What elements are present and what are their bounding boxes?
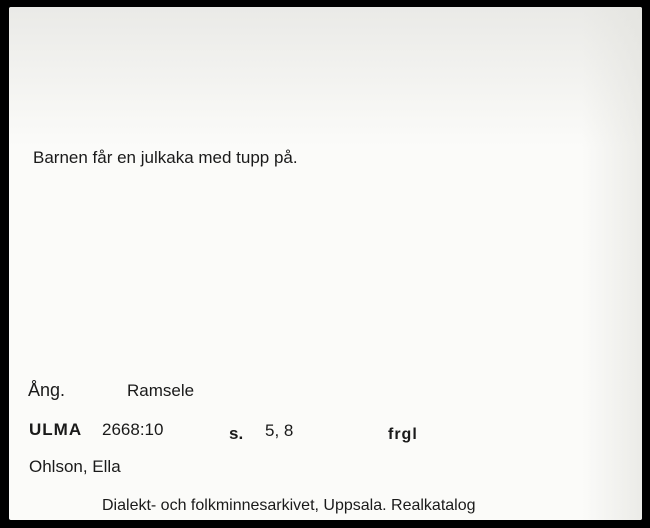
ulma-label: ULMA [29, 420, 83, 439]
scan-edge-shading [582, 7, 642, 520]
page-label: s. [229, 424, 244, 443]
ulma-number: 2668:10 [102, 420, 164, 439]
ang-value: Ramsele [127, 381, 195, 400]
category-code: frgl [388, 426, 418, 443]
informant-name: Ohlson, Ella [29, 457, 121, 476]
scan-shading [9, 7, 642, 147]
card-text: Barnen får en julkaka med tupp på. [33, 148, 298, 167]
archive-footer: Dialekt- och folkminnesarkivet, Uppsala. Realkatalog [102, 497, 476, 514]
ang-label: Ång. [28, 380, 66, 400]
page-value: 5, 8 [265, 421, 294, 440]
archive-card [9, 7, 642, 520]
